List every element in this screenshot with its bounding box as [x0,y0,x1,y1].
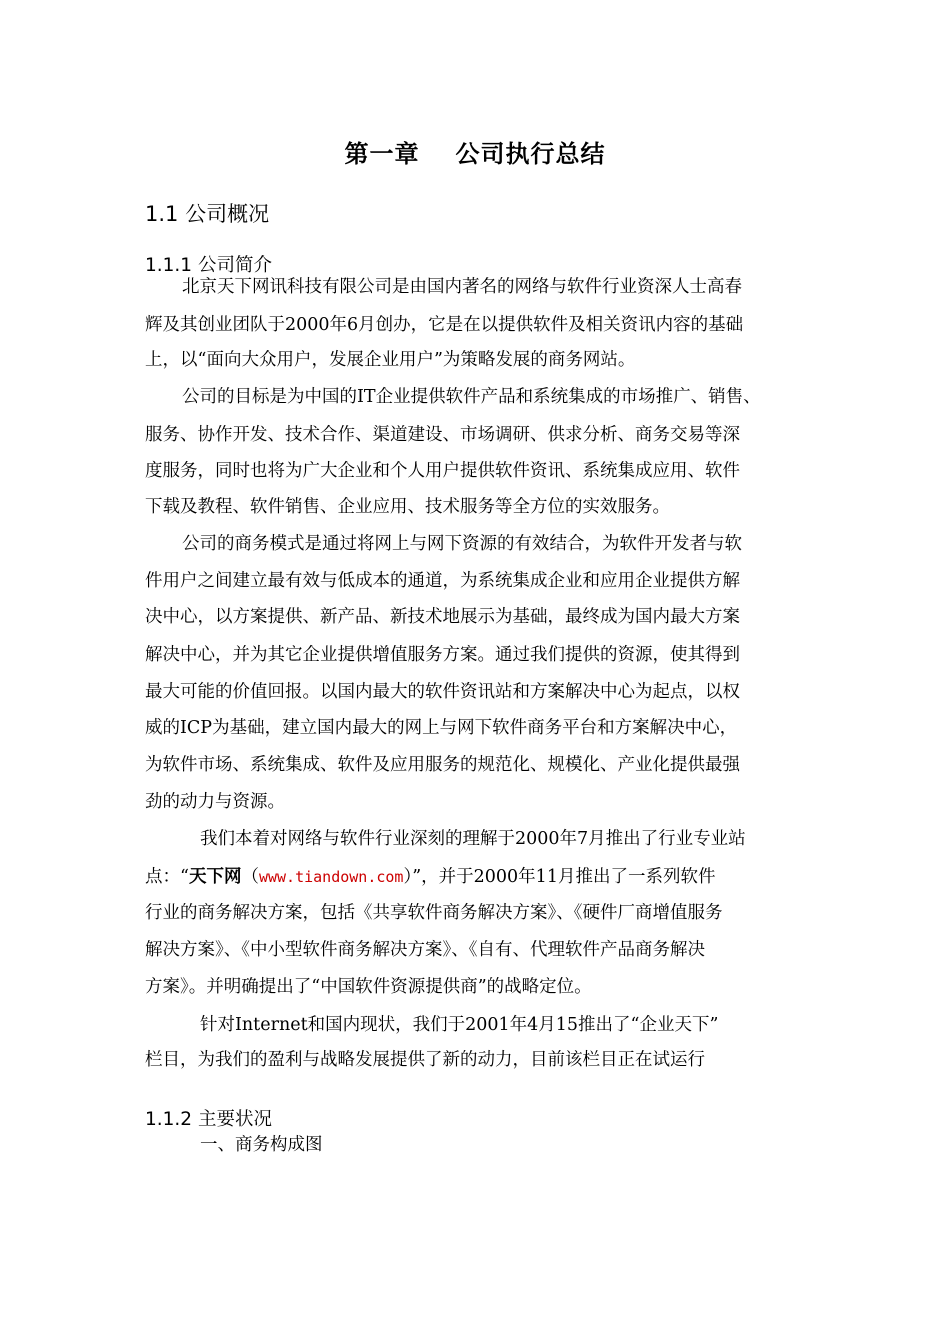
section-heading-1-1-2: 1.1.2 主要状况 [145,1109,272,1130]
section-heading-1-1-1: 1.1.1 公司简介 [145,255,272,276]
paragraph-line: 服务、协作开发、技术合作、渠道建设、市场调研、供求分析、商务交易等深 [145,425,740,445]
paragraph-line: 最大可能的价值回报。以国内最大的软件资讯站和方案解决中心为起点，以权 [145,682,740,702]
site-url-link[interactable]: www.tiandown.com [258,868,404,886]
paragraph-line: 解决中心，并为其它企业提供增值服务方案。通过我们提供的资源，使其得到 [145,645,740,665]
paragraph-line: 度服务，同时也将为广大企业和个人用户提供软件资讯、系统集成应用、软件 [145,461,740,481]
paragraph-line-with-link [145,865,715,889]
paragraph-line: 我们本着对网络与软件行业深刻的理解于2000年7月推出了行业专业站 [200,829,746,849]
paragraph-line: 上，以“面向大众用户，发展企业用户”为策略发展的商务网站。 [145,350,636,370]
paragraph-line: 行业的商务解决方案，包括《共享软件商务解决方案》、《硬件厂商增值服务 [145,903,723,923]
text-fragment: 点：“ [145,867,189,887]
chapter-name: 公司执行总结 [455,140,606,168]
paragraph-line: 下载及教程、软件销售、企业应用、技术服务等全方位的实效服务。 [145,497,670,517]
paragraph-line: 方案》。并明确提出了“中国软件资源提供商”的战略定位。 [145,977,592,997]
site-name: 天下网 [188,867,242,887]
paragraph-line: 公司的目标是为中国的IT企业提供软件产品和系统集成的市场推广、销售、 [182,387,761,407]
paragraph-line: 北京天下网讯科技有限公司是由国内著名的网络与软件行业资深人士高春 [182,277,742,297]
paragraph-line: 栏目，为我们的盈利与战略发展提供了新的动力，目前该栏目正在试运行 [145,1050,705,1070]
paragraph-line: 决中心，以方案提供、新产品、新技术地展示为基础，最终成为国内最大方案 [145,607,740,627]
chapter-title [0,134,950,169]
paragraph-line: 劲的动力与资源。 [145,792,285,812]
paragraph-line: 解决方案》、《中小型软件商务解决方案》、《自有、代理软件产品商务解决 [145,940,705,960]
chapter-number: 第一章 [344,140,420,168]
paragraph-line: 为软件市场、系统集成、软件及应用服务的规范化、规模化、产业化提供最强 [145,755,740,775]
paragraph-line: 件用户之间建立最有效与低成本的通道，为系统集成企业和应用企业提供方解 [145,571,740,591]
text-fragment: ）”，并于2000年11月推出了一系列软件 [403,867,716,887]
paragraph-line: 公司的商务模式是通过将网上与网下资源的有效结合，为软件开发者与软 [182,534,742,554]
list-item: 一、商务构成图 [200,1135,323,1155]
paragraph-line: 辉及其创业团队于2000年6月创办，它是在以提供软件及相关资讯内容的基础 [145,315,744,335]
paragraph-line: 针对Internet和国内现状，我们于2001年4月15推出了“企业天下” [200,1015,719,1035]
paragraph-line: 威的ICP为基础，建立国内最大的网上与网下软件商务平台和方案解决中心， [145,718,738,738]
section-heading-1-1: 1.1 公司概况 [145,202,270,226]
text-fragment: （ [241,867,259,887]
